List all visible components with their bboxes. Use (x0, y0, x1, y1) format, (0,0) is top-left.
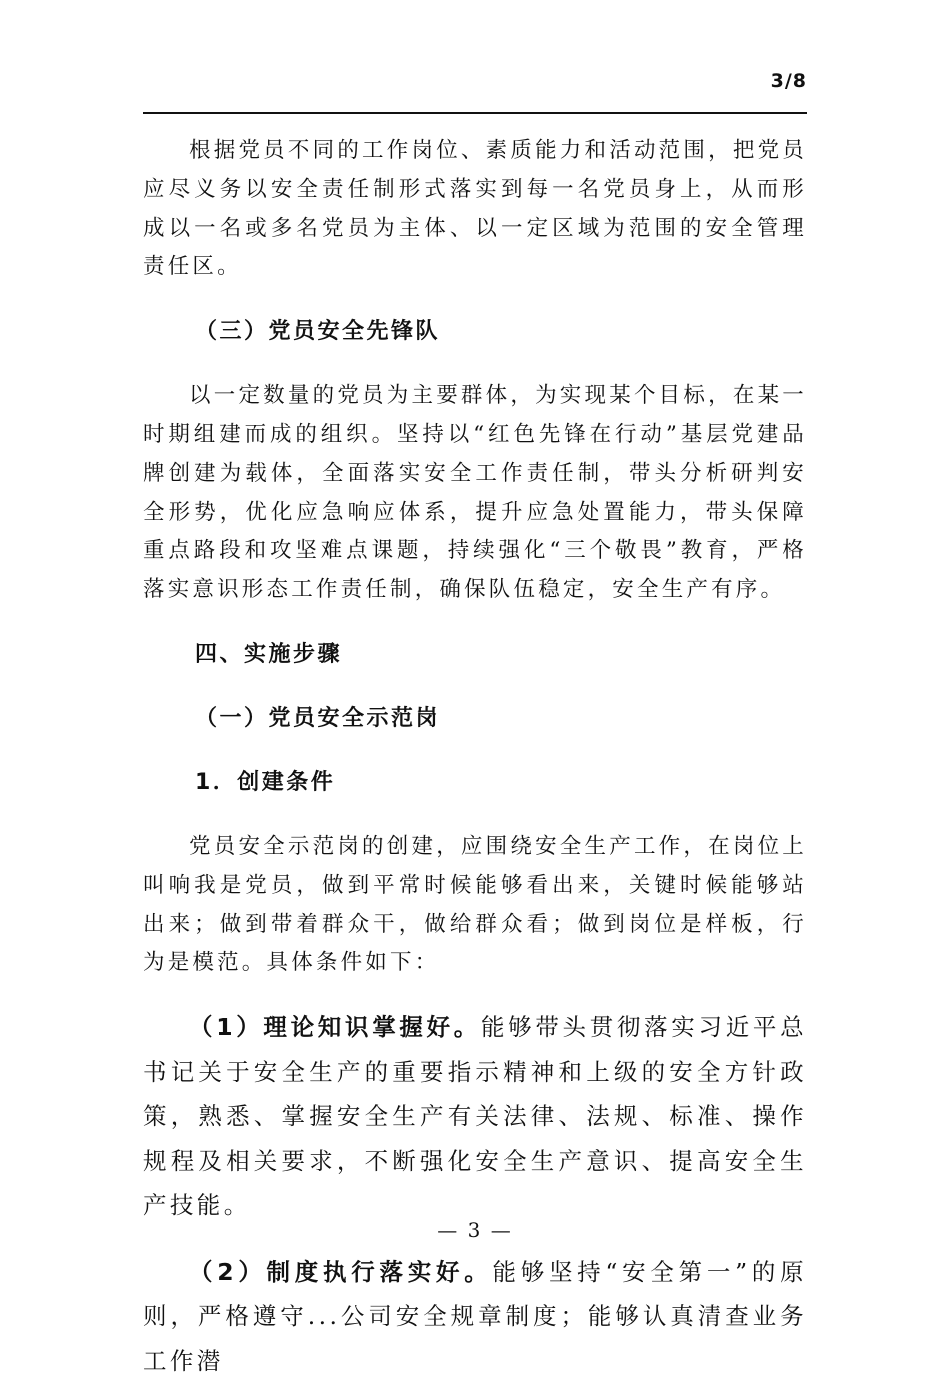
paragraph-responsibility-zone: 根据党员不同的工作岗位、素质能力和活动范围，把党员应尽义务以安全责任制形式落实到每一名党员身上，从而形成以一名或多名党员为主体、以一定区域为范围的安全管理责任区。 (143, 138, 807, 280)
header-rule (143, 112, 807, 114)
condition-1-text: 能够带头贯彻落实习近平总书记关于安全生产的重要指示精神和上级的安全方针政策，熟悉、掌握安全生产有关法律、法规、标准、操作规程及相关要求，不断强化安全生产意识、提高安全生产技能。 (143, 1013, 807, 1220)
page-counter: 3/8 (770, 70, 807, 92)
condition-1-title: （1）理论知识掌握好。 (189, 1013, 481, 1042)
paragraph-creation-conditions: 党员安全示范岗的创建，应围绕安全生产工作，在岗位上叫响我是党员，做到平常时候能够看出来，关键时候能够站出来；做到带着群众干，做给群众看；做到岗位是样板，行为是模范。具体条件如下： (143, 833, 807, 976)
heading-vanguard-team: （三）党员安全先锋队 (195, 319, 441, 345)
document-body (143, 132, 807, 1383)
paragraph-condition-2 (143, 1250, 807, 1383)
heading-creation-conditions: 1．创建条件 (195, 769, 336, 795)
paragraph-vanguard-team: 以一定数量的党员为主要群体，为实现某个目标，在某一时期组建而成的组织。坚持以“红色先锋在行动”基层党建品牌创建为载体，全面落实安全工作责任制，带头分析研判安全形势，优化应急响应体系，提升应急处置能力，带头保障重点路段和攻坚难点课题，持续强化“三个敬畏”教育，严格落实意识形态工作责任制，确保队伍稳定，安全生产有序。 (143, 383, 807, 603)
condition-2-title: （2）制度执行落实好。 (189, 1257, 493, 1286)
condition-2-text: 能够坚持“安全第一”的原则，严格遵守...公司安全规章制度；能够认真清查业务工作潜 (143, 1257, 807, 1375)
page-number-footer: — 3 — (437, 1218, 513, 1242)
paragraph-condition-1 (143, 1005, 807, 1228)
heading-demonstration-post: （一）党员安全示范岗 (195, 705, 441, 731)
heading-implementation-steps: 四、实施步骤 (195, 641, 343, 667)
